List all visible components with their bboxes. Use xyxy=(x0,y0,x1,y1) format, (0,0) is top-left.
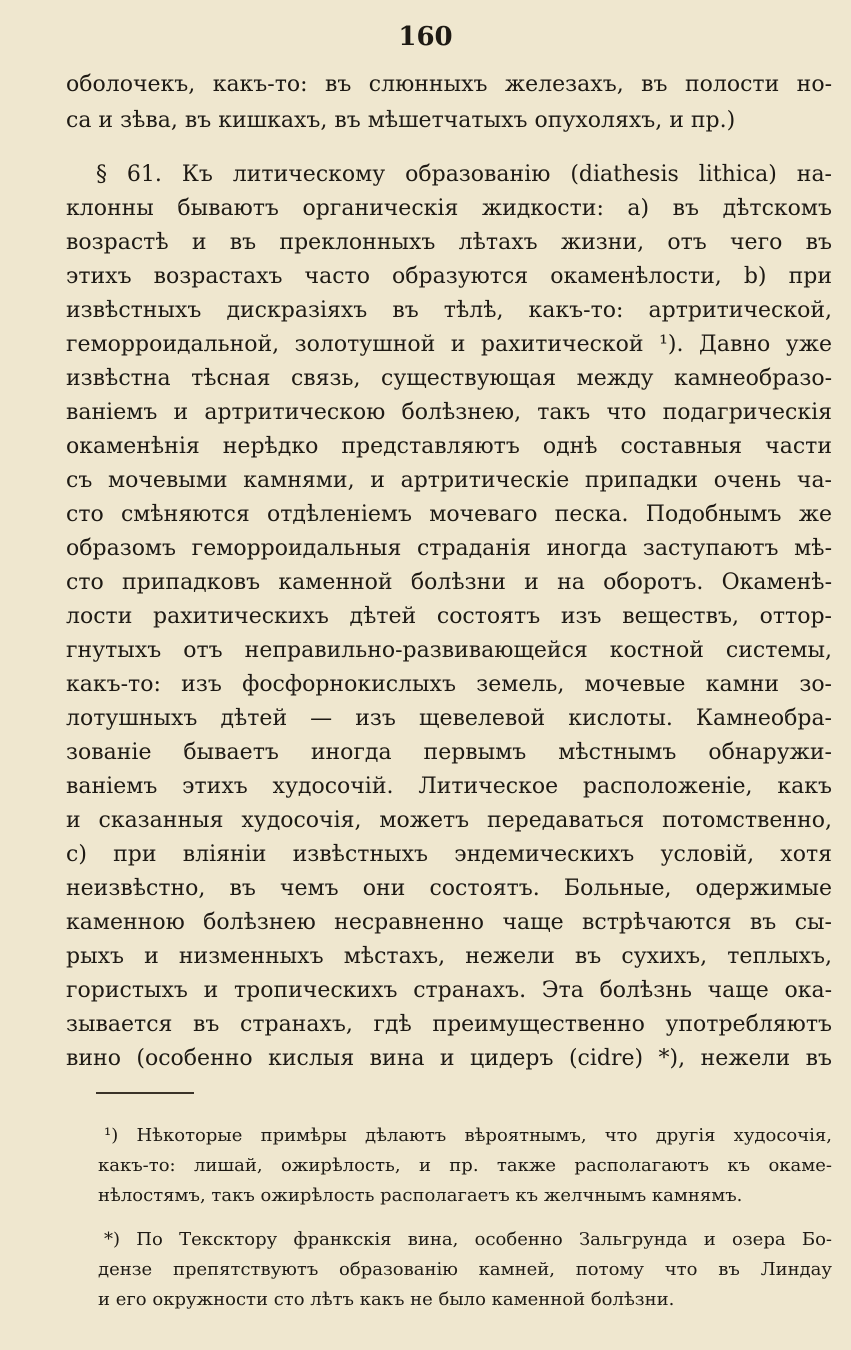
page-number: 160 xyxy=(398,22,453,52)
section-heading-line: § 61. Къ литическому образованію (diathesis lithica) на- xyxy=(96,162,832,187)
text-line: рыхъ и низменныхъ мѣстахъ, нежели въ сухихъ, теплыхъ, xyxy=(66,944,832,969)
text-line: зованіе бываетъ иногда первымъ мѣстнымъ обнаружи- xyxy=(66,740,832,765)
footnote-line: ¹) Нѣкоторые примѣры дѣлаютъ вѣроятнымъ, что другія худосочія, xyxy=(104,1125,832,1146)
footnote-line: дензе препятствуютъ образованію камней, потому что въ Линдау xyxy=(98,1259,832,1280)
text-line: са и зѣва, въ кишкахъ, въ мѣшетчатыхъ опухоляхъ, и пр.) xyxy=(66,108,736,133)
text-line: вино (особенно кислыя вина и цидеръ (cidre) *), нежели въ xyxy=(66,1046,832,1071)
text-line: клонны бываютъ органическія жидкости: a) въ дѣтскомъ xyxy=(66,196,832,221)
text-line: каменною болѣзнею несравненно чаще встрѣчаются въ сы- xyxy=(66,910,832,935)
text-line: неизвѣстно, въ чемъ они состоятъ. Больные, одержимые xyxy=(66,876,832,901)
text-line: ваніемъ этихъ худосочій. Литическое расположеніе, какъ xyxy=(66,774,832,799)
text-line: ваніемъ и артритическою болѣзнею, такъ что подагрическія xyxy=(66,400,832,425)
text-line: извѣстныхъ дискразіяхъ въ тѣлѣ, какъ-то: артритической, xyxy=(66,298,832,323)
text-line: окаменѣнія нерѣдко представляютъ однѣ составныя части xyxy=(66,434,832,459)
text-line: гнутыхъ отъ неправильно-развивающейся костной системы, xyxy=(66,638,832,663)
footnote-line: какъ-то: лишай, ожирѣлость, и пр. также располагаютъ къ окаме- xyxy=(98,1155,832,1176)
text-line: оболочекъ, какъ-то: въ слюнныхъ железахъ, въ полости но- xyxy=(66,72,832,97)
text-line: и сказанныя худосочія, можетъ передаваться потомственно, xyxy=(66,808,832,833)
footnote-line: *) По Тексктору франкскія вина, особенно Зальгрунда и озера Бо- xyxy=(104,1229,832,1250)
text-line: лотушныхъ дѣтей — изъ щевелевой кислоты. Камнеобра- xyxy=(66,706,832,731)
text-line: зывается въ странахъ, гдѣ преимущественно употребляютъ xyxy=(66,1012,832,1037)
footnote-line: и его окружности сто лѣтъ какъ не было каменной болѣзни. xyxy=(98,1289,675,1310)
text-line: какъ-то: изъ фосфорнокислыхъ земель, мочевые камни зо- xyxy=(66,672,832,697)
text-line: образомъ геморроидальныя страданія иногда заступаютъ мѣ- xyxy=(66,536,832,561)
text-line: сто припадковъ каменной болѣзни и на оборотъ. Окаменѣ- xyxy=(66,570,832,595)
text-line: геморроидальной, золотушной и рахитической ¹). Давно уже xyxy=(66,332,832,357)
text-line: лости рахитическихъ дѣтей состоятъ изъ веществъ, оттор- xyxy=(66,604,832,629)
text-line: сто смѣняются отдѣленіемъ мочеваго песка. Подобнымъ же xyxy=(66,502,832,527)
text-line: возрастѣ и въ преклонныхъ лѣтахъ жизни, отъ чего въ xyxy=(66,230,832,255)
text-line: извѣстна тѣсная связь, существующая между камнеобразо- xyxy=(66,366,832,391)
text-line: гористыхъ и тропическихъ странахъ. Эта болѣзнь чаще ока- xyxy=(66,978,832,1003)
footnote-divider xyxy=(96,1092,194,1094)
text-line: съ мочевыми камнями, и артритическіе припадки очень ча- xyxy=(66,468,832,493)
footnote-line: нѣлостямъ, такъ ожирѣлость располагаетъ къ желчнымъ камнямъ. xyxy=(98,1185,743,1206)
text-line: c) при вліяніи извѣстныхъ эндемическихъ условій, хотя xyxy=(66,842,832,867)
text-line: этихъ возрастахъ часто образуются окаменѣлости, b) при xyxy=(66,264,832,289)
